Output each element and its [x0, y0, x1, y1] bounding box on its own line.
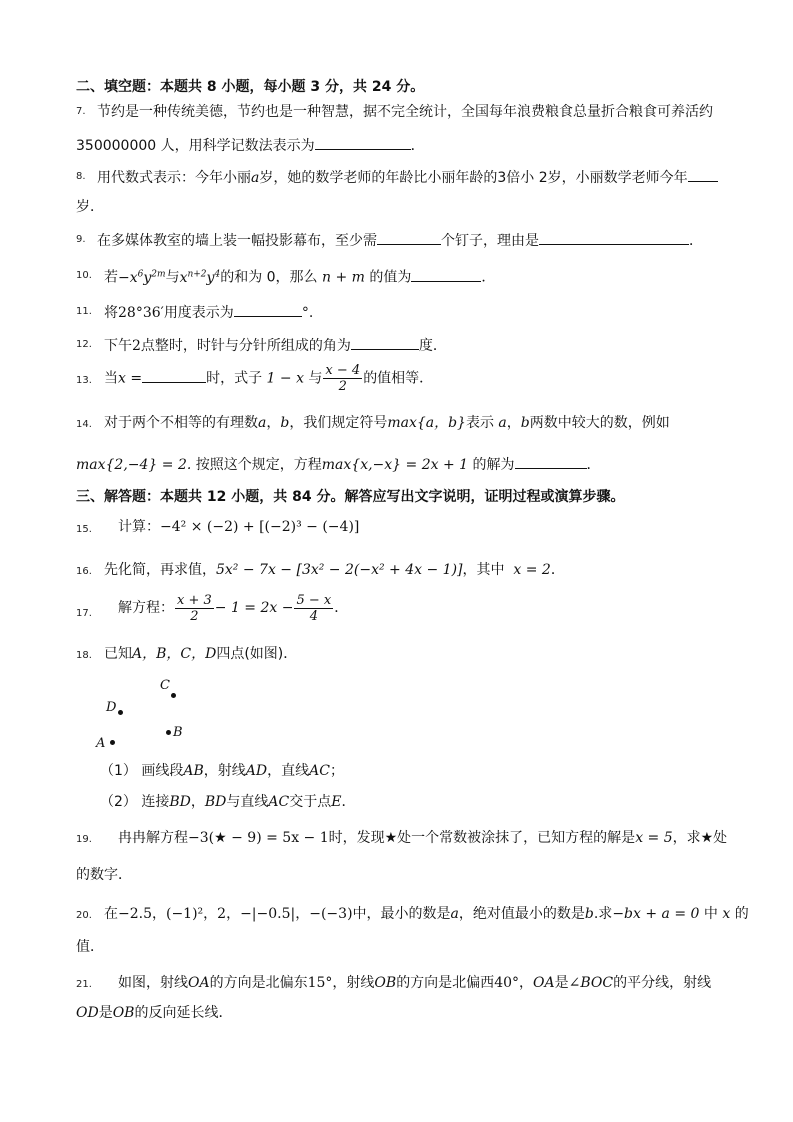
- q18-sub1: [100, 762, 344, 780]
- q20-line1: [104, 905, 749, 923]
- q21-text-3: ，射线: [332, 975, 375, 991]
- q10-text-5: ．: [481, 269, 496, 286]
- q20-equation: −bx + a = 0: [612, 906, 700, 922]
- q10-text-4: 的值为: [369, 269, 412, 286]
- q13-number: 13.: [76, 375, 92, 386]
- q21-od: OD: [76, 1005, 99, 1021]
- q14-a2: a: [498, 415, 507, 431]
- q14-equation: max{x,−x} = 2x + 1: [321, 457, 469, 473]
- q12-expr: 2: [132, 338, 141, 354]
- q12-text-3: 度．: [418, 338, 447, 354]
- q10-text-2: 与: [165, 269, 180, 286]
- q18-sub1-t2: ，射线: [203, 763, 246, 779]
- point-d-label: D: [106, 700, 117, 715]
- q20-var-x: x: [722, 906, 731, 922]
- q9-number: 9.: [76, 234, 86, 245]
- q14-line1: 对于两个不相等的有理数a，b，我们规定符号max{a，b}表示 a，b两数中较大的数，例如: [104, 415, 670, 431]
- q10-expr-3: n + m: [322, 269, 365, 286]
- q20-text-3: ，绝对值最小的数是: [458, 906, 585, 922]
- q14-text-3: 表示: [465, 415, 494, 431]
- point-d: [118, 710, 123, 715]
- q17-text-1: 解方程：: [118, 600, 174, 616]
- q13-text-3: 与: [308, 370, 323, 387]
- q12-text-2: 点整时，时针与分针所组成的角为: [140, 338, 351, 354]
- q13-text-4: 的值相等．: [363, 370, 434, 387]
- q21-oa: OA: [188, 975, 210, 991]
- q9-blank-1[interactable]: [377, 230, 441, 245]
- q16-text-2: ，其中: [462, 562, 505, 578]
- q14-number: 14.: [76, 419, 92, 430]
- q7-line2: [76, 135, 425, 155]
- q21-oa-2: OA: [533, 975, 555, 991]
- q13-frac-bottom: 2: [338, 379, 347, 394]
- q20-text-2: 中，最小的数是: [352, 906, 451, 922]
- q17-middle: − 1 = 2x −: [214, 600, 294, 616]
- q11-text-2: 用度表示为: [163, 305, 234, 321]
- q17-line: [118, 591, 348, 625]
- q18-sub2-text: （2） 连接: [100, 794, 170, 810]
- q11-answer-blank[interactable]: [234, 302, 302, 317]
- q12-answer-blank[interactable]: [351, 335, 419, 350]
- q13-line: [104, 363, 433, 394]
- q18-e: E: [331, 794, 342, 810]
- q18-sub2-t3: 与直线: [226, 794, 269, 810]
- q18-sub2-t2: ，: [190, 794, 205, 810]
- point-c-label: C: [160, 678, 170, 693]
- q18-line: [104, 645, 297, 663]
- q10-number: 10.: [76, 270, 92, 281]
- q10-text-3: 的和为 0，那么: [220, 269, 318, 286]
- q9-text-3: ．: [689, 233, 703, 249]
- q18-text-2: 四点(如图)．: [216, 646, 298, 662]
- q12-text-1: 下午: [104, 338, 132, 354]
- q13-text-2: 时，式子: [206, 370, 263, 387]
- q17-frac2-bottom: 4: [309, 608, 318, 624]
- q21-number: 21.: [76, 979, 92, 990]
- q18-ab: AB: [183, 763, 204, 779]
- q18-text-1: 已知: [104, 646, 132, 662]
- q21-line1: [118, 974, 711, 992]
- q14-example: max{2,−4} = 2.: [76, 457, 192, 473]
- q10-line: [104, 265, 495, 287]
- q21-line2: [76, 1004, 232, 1022]
- q21-text-9: 的反向延长线．: [134, 1005, 233, 1021]
- q13-expr-2: 1 − x: [266, 370, 304, 387]
- q11-text-3: °.: [301, 305, 314, 321]
- q10-text-1: 若: [104, 269, 118, 286]
- q14-var-b: b: [280, 415, 290, 431]
- q13-answer-blank[interactable]: [142, 368, 206, 383]
- q13-text-1: 当: [104, 370, 118, 387]
- q19-solution: x = 5: [635, 830, 673, 846]
- q8-answer-blank[interactable]: [688, 167, 718, 182]
- q14-text-4: 两数中较大的数，例如: [529, 415, 670, 431]
- q14-b2: b: [520, 415, 530, 431]
- q8-number: 8.: [76, 171, 86, 182]
- q19-line1: [118, 829, 727, 847]
- q17-frac2-top: 5 − x: [296, 592, 332, 608]
- q15-text-1: 计算：: [118, 519, 160, 535]
- q19-text-1: 冉冉解方程: [118, 830, 188, 846]
- q7-line1: 节约是一种传统美德，节约也是一种智慧，据不完全统计，全国每年浪费粮食总量折合粮食可养活约: [97, 104, 713, 120]
- q8-var: a: [251, 170, 260, 186]
- q18-sub2-t4: 交于点: [289, 794, 332, 810]
- q11-line: [104, 302, 313, 322]
- q14-text-2: ，我们规定符号: [289, 415, 388, 431]
- q20-values: −2.5，(−1)²，2，−|−0.5|，−(−3): [118, 906, 353, 922]
- q18-points: A，B，C，D: [132, 646, 217, 662]
- q21-text-5: ，: [519, 975, 534, 991]
- q13-fraction: [323, 363, 362, 394]
- q16-number: 16.: [76, 566, 92, 577]
- points-figure: [90, 672, 210, 758]
- q20-var-b: b: [584, 906, 594, 922]
- q12-number: 12.: [76, 339, 92, 350]
- q20-text-5: 中: [703, 906, 718, 922]
- q18-number: 18.: [76, 650, 92, 661]
- q13-frac-top: x − 4: [325, 363, 361, 378]
- q9-text-1: 在多媒体教室的墙上装一幅投影幕布，至少需: [97, 233, 377, 249]
- q7-answer-blank[interactable]: [315, 135, 411, 150]
- q18-ac: AC: [309, 763, 330, 779]
- q21-angle-2: 40°: [494, 975, 520, 991]
- q19-equation: −3(★ − 9) = 5x − 1: [188, 830, 329, 846]
- q10-expr-2: $x^{n+2}y^4$: [179, 269, 221, 286]
- q10-answer-blank[interactable]: [411, 267, 481, 282]
- q8-text-a: 用代数式表示：今年小丽: [97, 170, 251, 186]
- q9-blank-2[interactable]: [539, 230, 689, 245]
- q17-fraction-1: [175, 593, 214, 624]
- q14-answer-blank[interactable]: [515, 454, 587, 469]
- section-3-title: 三、解答题：本题共 12 小题，共 84 分。解答应写出文字说明，证明过程或演算步骤。: [76, 489, 625, 505]
- q11-expr: 28°36′: [118, 305, 164, 321]
- q14-text-5: 按照这个规定，方程: [195, 457, 322, 473]
- q16-line: [104, 561, 565, 579]
- q17-number: 17.: [76, 608, 92, 619]
- point-b: [166, 730, 171, 735]
- q18-sub2-t5: ．: [341, 794, 356, 810]
- q16-text-1: 先化简，再求值，: [104, 562, 216, 578]
- q21-ob: OB: [374, 975, 397, 991]
- q17-frac1-top: x + 3: [177, 592, 212, 608]
- q9-line: [97, 230, 703, 250]
- q20-text-1: 在: [104, 906, 118, 922]
- q11-text-1: 将: [104, 305, 118, 321]
- q21-angle-1: 15°: [307, 975, 333, 991]
- q18-sub1-t4: ；: [329, 763, 344, 779]
- q18-bd: BD: [169, 794, 191, 810]
- q21-text-4: 的方向是北偏西: [396, 975, 495, 991]
- q13-expr-1: x =: [118, 370, 143, 387]
- q14-text-1: 对于两个不相等的有理数: [104, 415, 258, 431]
- q12-line: [104, 335, 447, 355]
- q20-var-a: a: [450, 906, 459, 922]
- q14-var-a: a: [258, 415, 267, 431]
- section-2-title: 二、填空题：本题共 8 小题，每小题 3 分，共 24 分。: [76, 79, 425, 95]
- q18-sub1-text: （1） 画线段: [100, 763, 184, 779]
- point-b-label: B: [173, 725, 183, 740]
- q19-text-3: ，求★处: [672, 830, 728, 846]
- q7-period: ．: [410, 138, 425, 154]
- q17-fraction-2: [294, 593, 333, 624]
- q21-ob-2: OB: [112, 1005, 135, 1021]
- q14-max-expr: max{a，b}: [387, 415, 466, 431]
- q17-text-2: ．: [334, 600, 349, 616]
- q14-text-6: 的解为: [472, 457, 515, 473]
- q15-line: [118, 518, 359, 536]
- q18-sub1-t3: ，直线: [267, 763, 310, 779]
- q21-text-2: 的方向是北偏东: [209, 975, 308, 991]
- point-a-label: A: [96, 736, 106, 751]
- q19-text-2: 时，发现★处一个常数被涂抹了，已知方程的解是: [328, 830, 636, 846]
- q14-line2: [76, 454, 601, 474]
- q20-number: 20.: [76, 910, 92, 921]
- point-a: [110, 740, 115, 745]
- q19-line2: 的数字．: [76, 867, 132, 883]
- q18-bd-2: BD: [204, 794, 227, 810]
- q16-expr-2: x = 2: [513, 562, 551, 578]
- q21-text-7: 的平分线，射线: [613, 975, 712, 991]
- q7-text: 350000000 人，用科学记数法表示为: [76, 138, 315, 154]
- q19-number: 19.: [76, 834, 92, 845]
- q10-expr-1: $-x^6y^{2m}$: [118, 269, 166, 286]
- q14-text-7: ．: [586, 457, 601, 473]
- q18-sub2: [100, 793, 355, 811]
- q15-number: 15.: [76, 524, 92, 535]
- q18-ac-2: AC: [268, 794, 290, 810]
- q17-frac1-bottom: 2: [190, 608, 199, 624]
- q21-angle-boc: ∠BOC: [568, 975, 614, 991]
- q8-text-b: 岁，她的数学老师的年龄比小丽年龄的3倍小 2岁，小丽数学老师今年: [259, 170, 688, 186]
- q21-text-1: 如图，射线: [118, 975, 188, 991]
- q8-line1: [97, 167, 718, 187]
- q20-text-6: 的: [734, 906, 749, 922]
- q21-text-6: 是: [554, 975, 569, 991]
- q9-text-2: 个钉子，理由是: [441, 233, 539, 249]
- q21-text-8: 是: [98, 1005, 113, 1021]
- q20-line2: 值．: [76, 939, 104, 955]
- q8-line2: 岁．: [76, 199, 104, 215]
- q15-expr: −4² × (−2) + [(−2)³ − (−4)]: [160, 519, 360, 535]
- point-c: [171, 693, 176, 698]
- q18-ad: AD: [245, 763, 268, 779]
- q11-number: 11.: [76, 306, 92, 317]
- q7-number: 7.: [76, 106, 86, 117]
- q20-text-4: .求: [593, 906, 613, 922]
- q16-expr: 5x² − 7x − [3x² − 2(−x² + 4x − 1)]: [216, 562, 463, 578]
- q16-text-3: ．: [550, 562, 565, 578]
